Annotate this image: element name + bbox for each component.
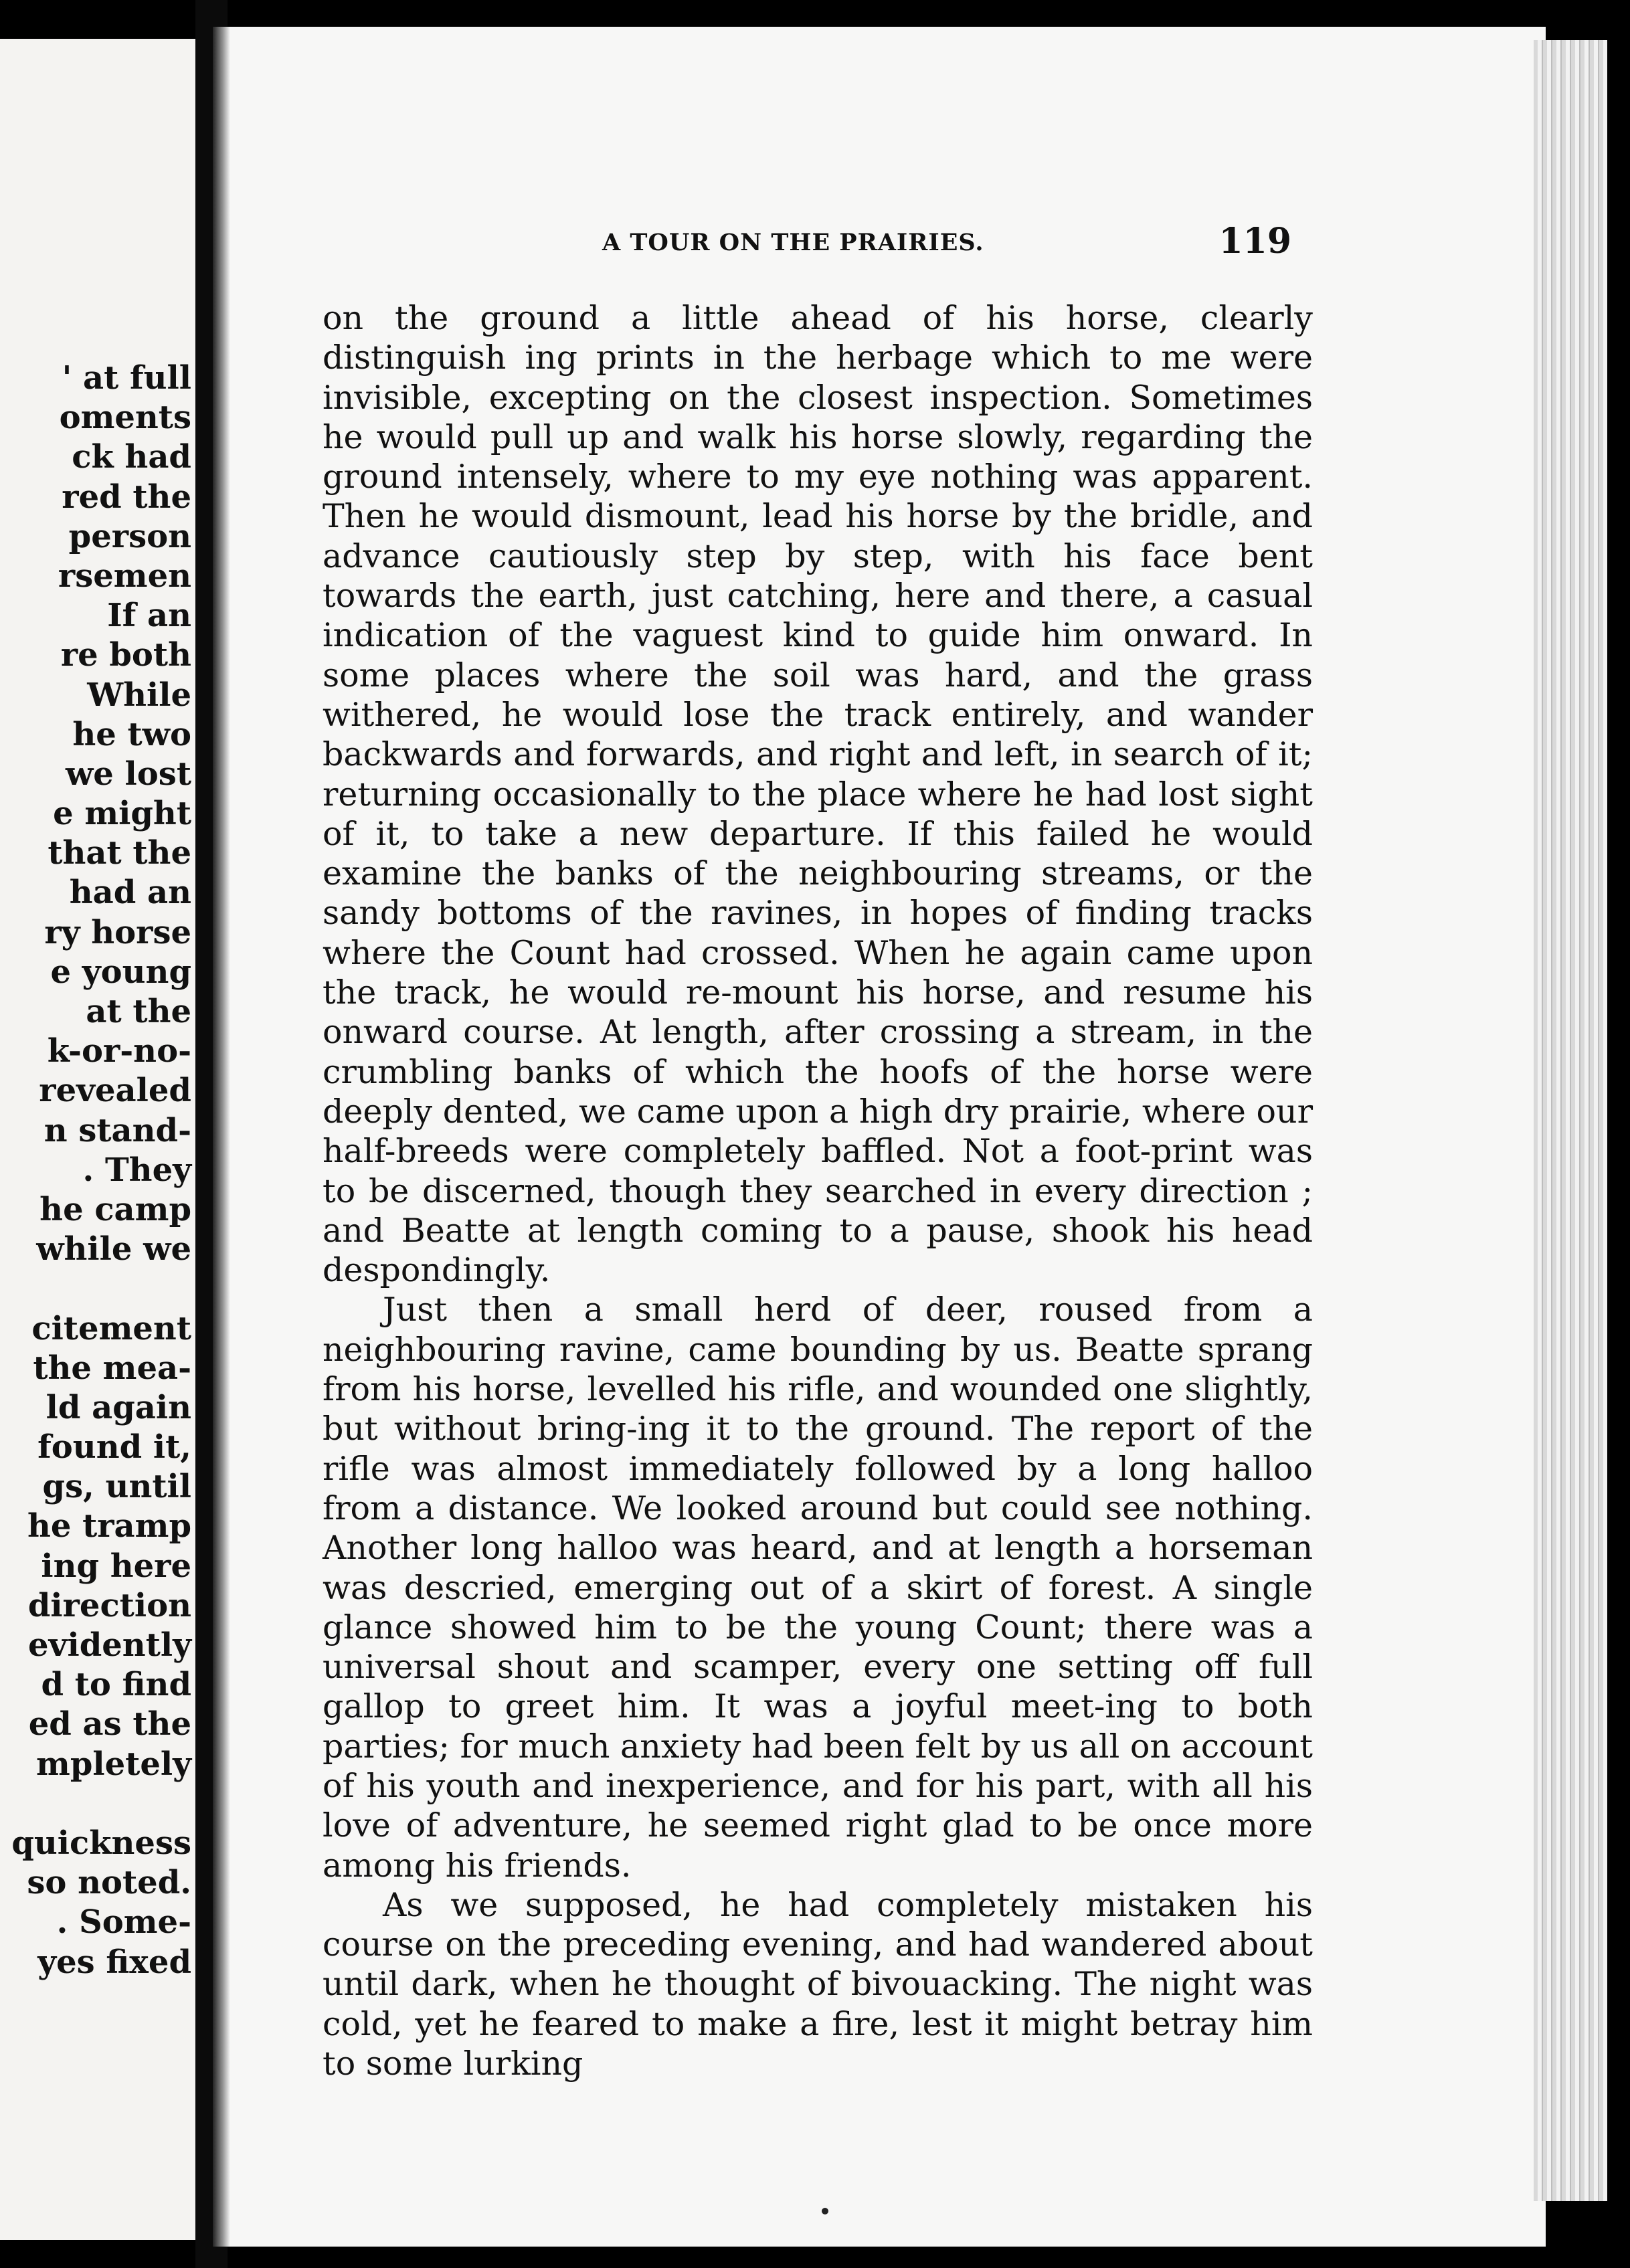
- left-page-line: we lost: [65, 755, 191, 793]
- left-page-line: that the: [48, 834, 191, 872]
- left-page-line: n stand-: [43, 1111, 191, 1149]
- left-page-line: While: [87, 676, 191, 714]
- left-page-line: ed as the: [28, 1705, 191, 1743]
- left-page-line: oments: [59, 399, 191, 437]
- left-page-line: yes fixed: [37, 1943, 191, 1981]
- left-page-line: he camp: [39, 1190, 191, 1228]
- page-binding-shadow: [213, 27, 230, 2247]
- page-edge-stack: [1534, 40, 1607, 2201]
- paragraph-2: Just then a small herd of deer, roused from a neighbouring ravine, came bounding by us. Beatte sprang from his horse, levelled his rifle, and wounded one slightly, but without bring-ing it to the ground. The report of the rifle was almost immediately followed by a long halloo from a distance. We looked around but could see nothing. Another long halloo was heard, and at length a horseman was descried, emerging out of a skirt of forest. A single glance showed him to be the young Count; there was a universal shout and scamper, every one setting off full gallop to greet him. It was a joyful meet-ing to both parties; for much anxiety had been felt by us all on account of his youth and inexperience, and for his part, with all his love of adventure, he seemed right glad to be once more among his friends.: [323, 1291, 1313, 1885]
- left-page-line: at the: [86, 993, 191, 1030]
- left-page-line: . They: [82, 1151, 191, 1189]
- ink-speck: [822, 2208, 828, 2214]
- left-page-line: [11, 1784, 191, 1824]
- left-page-line: found it,: [37, 1428, 191, 1467]
- left-page-line: he tramp: [27, 1507, 191, 1545]
- page-header: [602, 221, 1291, 261]
- left-page-line: he two: [72, 715, 191, 753]
- left-page-line: ck had: [72, 438, 191, 476]
- left-page-line: quickness: [11, 1824, 191, 1862]
- left-page-line: ry horse: [44, 913, 191, 951]
- paragraph-3: As we supposed, he had completely mistaken his course on the preceding evening, and had wandered about until dark, when he thought of bivouacking. The night was cold, yet he feared to make a fire, lest it might betray him to some lurking: [323, 1885, 1313, 2083]
- paragraph-1: on the ground a little ahead of his horse, clearly distinguish ing prints in the herbage which to me were invisible, excepting on the closest inspection. Sometimes he would pull up and walk his horse slowly, regarding the ground intensely, where to my eye nothing was apparent. Then he would dismount, lead his horse by the bridle, and advance cautiously step by step, with his face bent towards the earth, just catching, here and there, a casual indication of the vaguest kind to guide him onward. In some places where the soil was hard, and the grass withered, he would lose the track entirely, and wander backwards and forwards, and right and left, in search of it; returning occasionally to the place where he had lost sight of it, to take a new departure. If this failed he would examine the banks of the neighbouring streams, or the sandy bottoms of the ravines, in hopes of finding tracks where the Count had crossed. When he again came upon the track, he would re-mount his horse, and resume his onward course. At length, after crossing a stream, in the crumbling banks of which the hoofs of the horse were deeply dented, we came upon a high dry prairie, where our half-breeds were completely baffled. Not a foot-print was to be discerned, though they searched in every direction ; and Beatte at length coming to a pause, shook his head despondingly.: [323, 299, 1313, 1290]
- left-page-line: direction: [27, 1586, 191, 1624]
- left-page-line: the mea-: [33, 1349, 191, 1387]
- left-page-line: re both: [60, 636, 191, 674]
- left-page-line: e might: [53, 795, 191, 833]
- left-page-line: If an: [107, 597, 191, 635]
- body-text: [323, 298, 1313, 2083]
- left-page-line: evidently: [28, 1626, 191, 1664]
- left-facing-page: [0, 39, 195, 2240]
- left-page-line: [11, 1269, 191, 1309]
- left-page-line: . Some-: [56, 1903, 191, 1942]
- left-page-line: d to find: [41, 1666, 191, 1704]
- left-page-line: rsemen: [58, 557, 191, 595]
- left-page-line: ing here: [41, 1547, 191, 1585]
- left-page-line: citement: [31, 1309, 191, 1347]
- left-page-text: [11, 359, 191, 1982]
- page-number: 119: [1218, 221, 1291, 262]
- left-page-line: while we: [36, 1230, 191, 1268]
- left-page-line: ' at full: [62, 359, 191, 397]
- left-page-line: mpletely: [36, 1745, 191, 1783]
- left-page-line: ld again: [46, 1388, 191, 1426]
- left-page-line: gs, until: [42, 1468, 191, 1506]
- left-page-line: had an: [69, 874, 191, 912]
- left-page-line: so noted.: [27, 1864, 191, 1902]
- left-page-line: e young: [50, 953, 191, 991]
- left-page-line: revealed: [39, 1072, 191, 1110]
- left-page-line: person: [68, 517, 191, 555]
- left-page-line: k-or-no-: [47, 1032, 191, 1070]
- running-head: A TOUR ON THE PRAIRIES.: [602, 229, 984, 256]
- left-page-line: red the: [62, 478, 191, 516]
